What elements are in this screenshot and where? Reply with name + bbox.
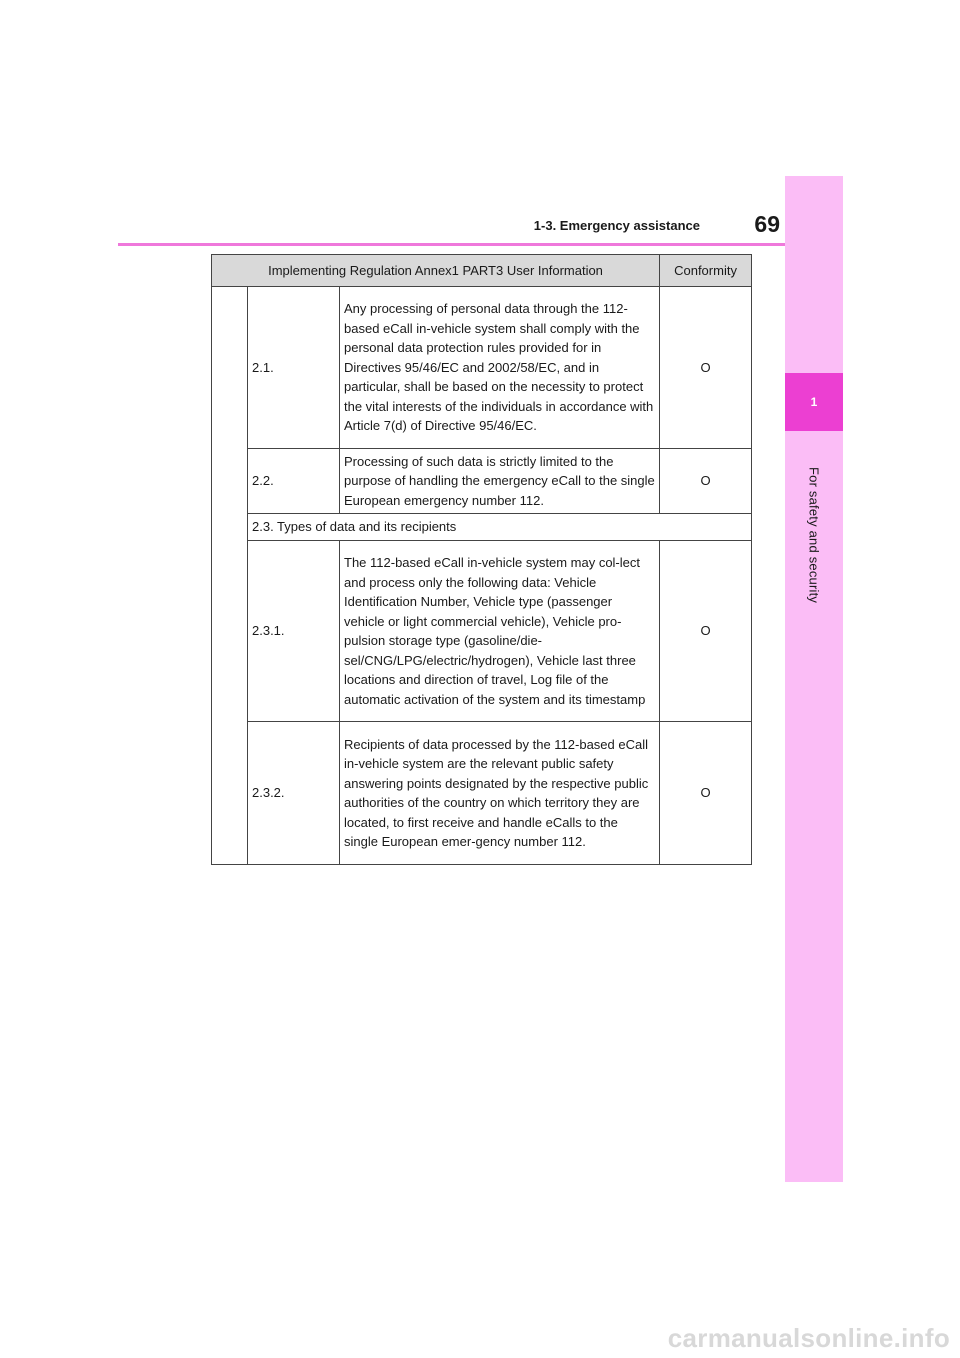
table-row <box>212 449 752 514</box>
item-text: The 112-based eCall in-vehicle system may col-lect and process only the following data: Vehicle Identification Number, Vehicle type (passenger vehicle or light commercial vehicle), Vehicle pro-pulsion storage type (gasoline/die-sel/CNG/LPG/electric/hydrogen), Vehicle last three locations and direction of travel, Log file of the automatic activation of the system and its timestamp <box>340 541 660 722</box>
table-subheading-row <box>212 514 752 541</box>
conformity-mark: O <box>660 541 752 722</box>
item-text: Any processing of personal data through the 112-based eCall in-vehicle system shall comply with the personal data protection rules provided for in Directives 95/46/EC and 2002/58/EC, and in particular, shall be based on the necessity to protect the vital interests of the individuals in accordance with Article 7(d) of Directive 95/46/EC. <box>340 287 660 449</box>
item-number: 2.2. <box>248 449 340 514</box>
header-divider <box>118 243 785 246</box>
chapter-title-text: For safety and security <box>806 466 822 604</box>
item-number: 2.1. <box>248 287 340 449</box>
item-text: Recipients of data processed by the 112-based eCall in-vehicle system are the relevant public safety answering points designated by the respective public authorities of the country on which territory they are located, to first receive and handle eCalls to the single European emer-gency number 112. <box>340 722 660 865</box>
item-text: Processing of such data is strictly limited to the purpose of handling the emergency eCall to the single European emergency number 112. <box>340 449 660 514</box>
item-number: 2.3.1. <box>248 541 340 722</box>
table-row <box>212 722 752 865</box>
conformity-mark: O <box>660 449 752 514</box>
header-regulation: Implementing Regulation Annex1 PART3 User Information <box>212 255 660 287</box>
conformity-mark: O <box>660 287 752 449</box>
indent-cell <box>212 287 248 865</box>
page-number: 69 <box>754 211 780 237</box>
table-header-row <box>212 255 752 287</box>
user-information-table <box>211 254 752 865</box>
chapter-title <box>785 440 843 630</box>
chapter-number-badge: 1 <box>785 373 843 431</box>
table-row <box>212 541 752 722</box>
conformity-mark: O <box>660 722 752 865</box>
header-conformity: Conformity <box>660 255 752 287</box>
table-row <box>212 287 752 449</box>
item-number: 2.3.2. <box>248 722 340 865</box>
watermark: carmanualsonline.info <box>667 1323 950 1353</box>
section-title: 1-3. Emergency assistance <box>533 218 700 233</box>
subheading: 2.3. Types of data and its recipients <box>248 514 752 541</box>
chapter-side-tab <box>785 176 843 1182</box>
